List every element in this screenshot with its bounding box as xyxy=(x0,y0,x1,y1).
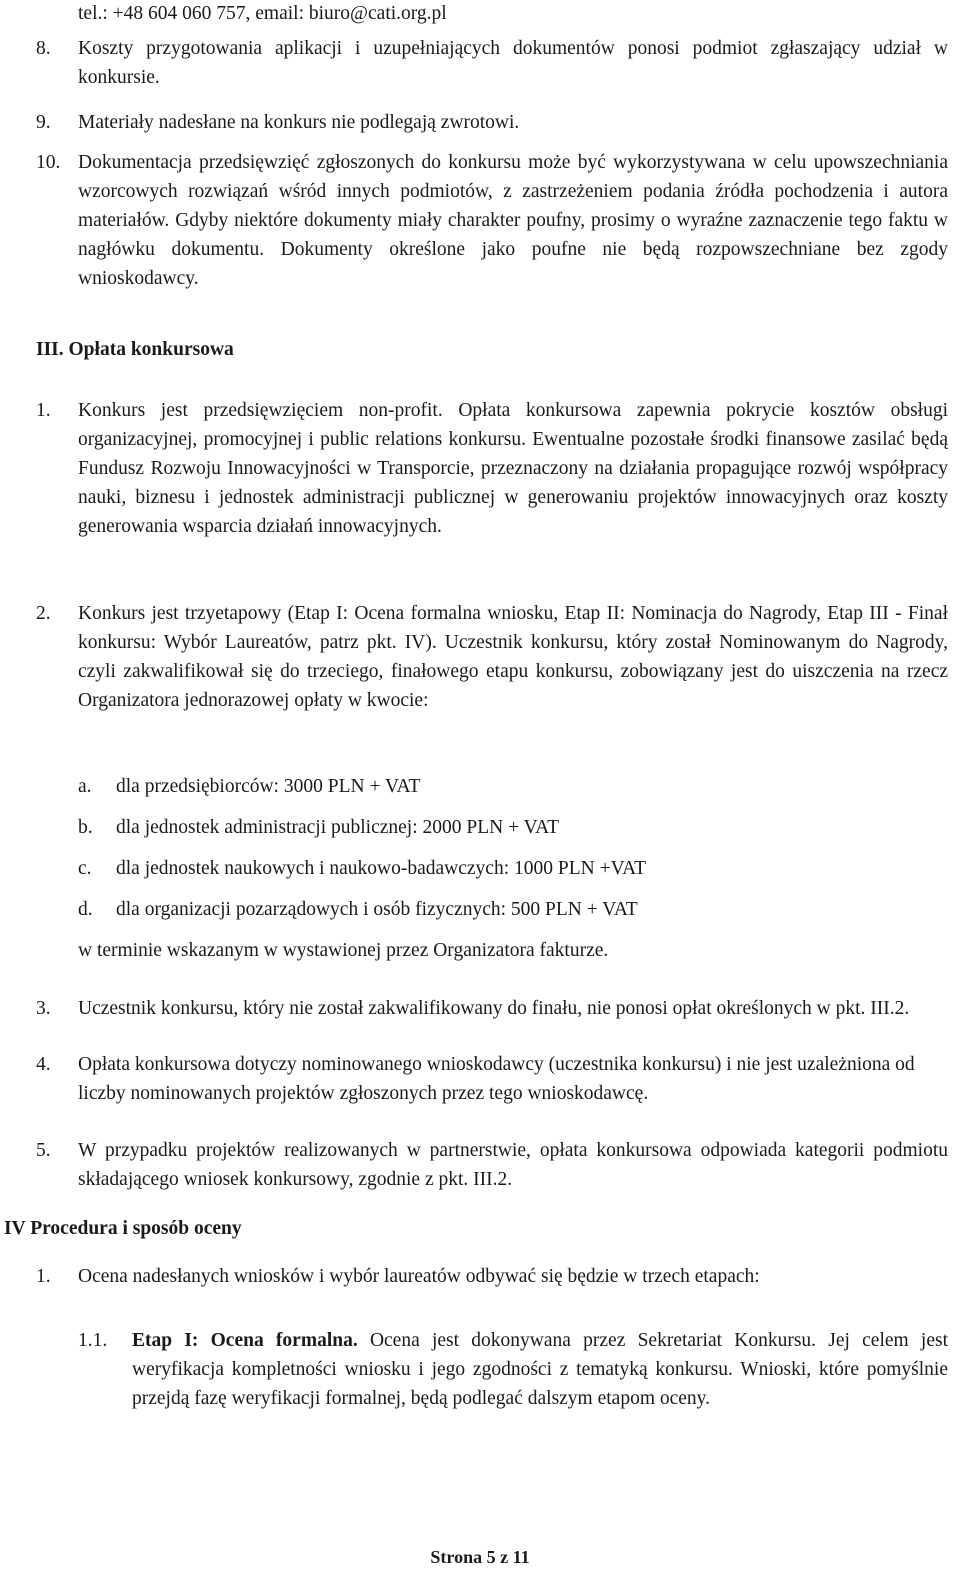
item-text: W przypadku projektów realizowanych w partnerstwie, opłata konkursowa odpowiada kategorii podmiotu składającego wniosek konkursowy, zgodnie z pkt. III.2. xyxy=(78,1140,948,1190)
item-text: Ocena nadesłanych wniosków i wybór laureatów odbywać się będzie w trzech etapach: xyxy=(78,1266,760,1287)
fee-letter: c. xyxy=(78,858,92,879)
fee-text: dla organizacji pozarządowych i osób fizycznych: 500 PLN + VAT xyxy=(116,899,638,920)
fees-note: w terminie wskazanym w wystawionej przez Organizatora fakturze. xyxy=(78,940,609,961)
item-number: 4. xyxy=(36,1054,51,1075)
list-item-8 xyxy=(36,34,948,92)
item-text: Dokumentacja przedsięwzięć zgłoszonych do konkursu może być wykorzystywana w celu upowszechniania wzorcowych rozwiązań wśród innych podmiotów, z zastrzeżeniem podania źródła pochodzenia i autora materiałów. Gdyby niektóre dokumenty miały charakter poufny, prosimy o wyraźne zaznaczenie tego faktu w nagłówku dokumentu. Dokumenty określone jako poufne nie będą rozpowszechniane bez zgody wnioskodawcy. xyxy=(78,152,948,289)
item-number: 1. xyxy=(36,400,51,421)
item-number: 1. xyxy=(36,1266,51,1287)
fee-text: dla przedsiębiorców: 3000 PLN + VAT xyxy=(116,776,421,797)
section3-item-1 xyxy=(36,396,948,541)
section3-item-3 xyxy=(36,994,948,1023)
item-number: 5. xyxy=(36,1140,51,1161)
item-number: 2. xyxy=(36,603,51,624)
section4-item-1 xyxy=(36,1262,948,1291)
item-number: 8. xyxy=(36,38,51,59)
page-footer: Strona 5 z 11 xyxy=(430,1547,530,1567)
item-number: 9. xyxy=(36,112,51,133)
subitem-text xyxy=(132,1326,948,1413)
fee-item-a xyxy=(78,772,948,801)
fee-text: dla jednostek administracji publicznej: 2000 PLN + VAT xyxy=(116,817,560,838)
item-text: Materiały nadesłane na konkurs nie podlegają zwrotowi. xyxy=(78,112,520,133)
subitem-body: Ocena jest dokonywana przez Sekretariat Konkursu. Jej celem jest weryfikacja kompletności wniosku i jego zgodności z tematyką konkursu. Wnioski, które pomyślnie przejdą fazę weryfikacji formalnej, będą podlegać dalszym etapom oceny. xyxy=(132,1330,949,1409)
fee-letter: a. xyxy=(78,776,92,797)
item-text: Konkurs jest przedsięwzięciem non-profit. Opłata konkursowa zapewnia pokrycie kosztów obsługi organizacyjnej, promocyjnej i public relations konkursu. Ewentualne pozostałe środki finansowe zasilać będą Fundusz Rozwoju Innowacyjności w Transporcie, przeznaczony na działania propagujące rozwój współpracy nauki, biznesu i jednostek administracji publicznej w generowaniu projektów innowacyjnych oraz koszty generowania wsparcia działań innowacyjnych. xyxy=(78,400,948,537)
section3-item-5 xyxy=(36,1136,948,1194)
list-item-9 xyxy=(36,108,948,137)
fee-item-b xyxy=(78,813,948,842)
fee-item-c xyxy=(78,854,948,883)
section-heading-iv: IV Procedura i sposób oceny xyxy=(4,1218,242,1239)
item-text: Konkurs jest trzyetapowy (Etap I: Ocena formalna wniosku, Etap II: Nominacja do Nagrody, Etap III - Finał konkursu: Wybór Laureatów, patrz pkt. IV). Uczestnik konkursu, który został Nominowanym do Nagrody, czyli zakwalifikował się do trzeciego, finałowego etapu konkursu, zobowiązany jest do uiszczenia na rzecz Organizatora jednorazowej opłaty w kwocie: xyxy=(78,603,948,711)
item-text: Opłata konkursowa dotyczy nominowanego wnioskodawcy (uczestnika konkursu) i nie jest uzależniona od liczby nominowanych projektów zgłoszonych przez tego wnioskodawcę. xyxy=(78,1054,915,1104)
section3-item-4 xyxy=(36,1050,948,1108)
item-text: Uczestnik konkursu, który nie został zakwalifikowany do finału, nie ponosi opłat określonych w pkt. III.2. xyxy=(78,998,910,1019)
subitem-number: 1.1. xyxy=(78,1330,108,1351)
list-item-10 xyxy=(36,148,948,293)
fee-letter: b. xyxy=(78,817,93,838)
section-heading-iii: III. Opłata konkursowa xyxy=(36,339,234,360)
fee-item-d xyxy=(78,895,948,924)
section4-subitem-1-1 xyxy=(78,1326,948,1413)
fee-text: dla jednostek naukowych i naukowo-badawczych: 1000 PLN +VAT xyxy=(116,858,646,879)
item-text: Koszty przygotowania aplikacji i uzupełniających dokumentów ponosi podmiot zgłaszający udział w konkursie. xyxy=(78,38,948,88)
item-number: 10. xyxy=(36,152,61,173)
subitem-bold-lead: Etap I: Ocena formalna. xyxy=(132,1330,358,1351)
contact-line: tel.: +48 604 060 757, email: biuro@cati.org.pl xyxy=(78,3,447,24)
item-number: 3. xyxy=(36,998,51,1019)
fee-letter: d. xyxy=(78,899,93,920)
section3-item-2 xyxy=(36,599,948,715)
